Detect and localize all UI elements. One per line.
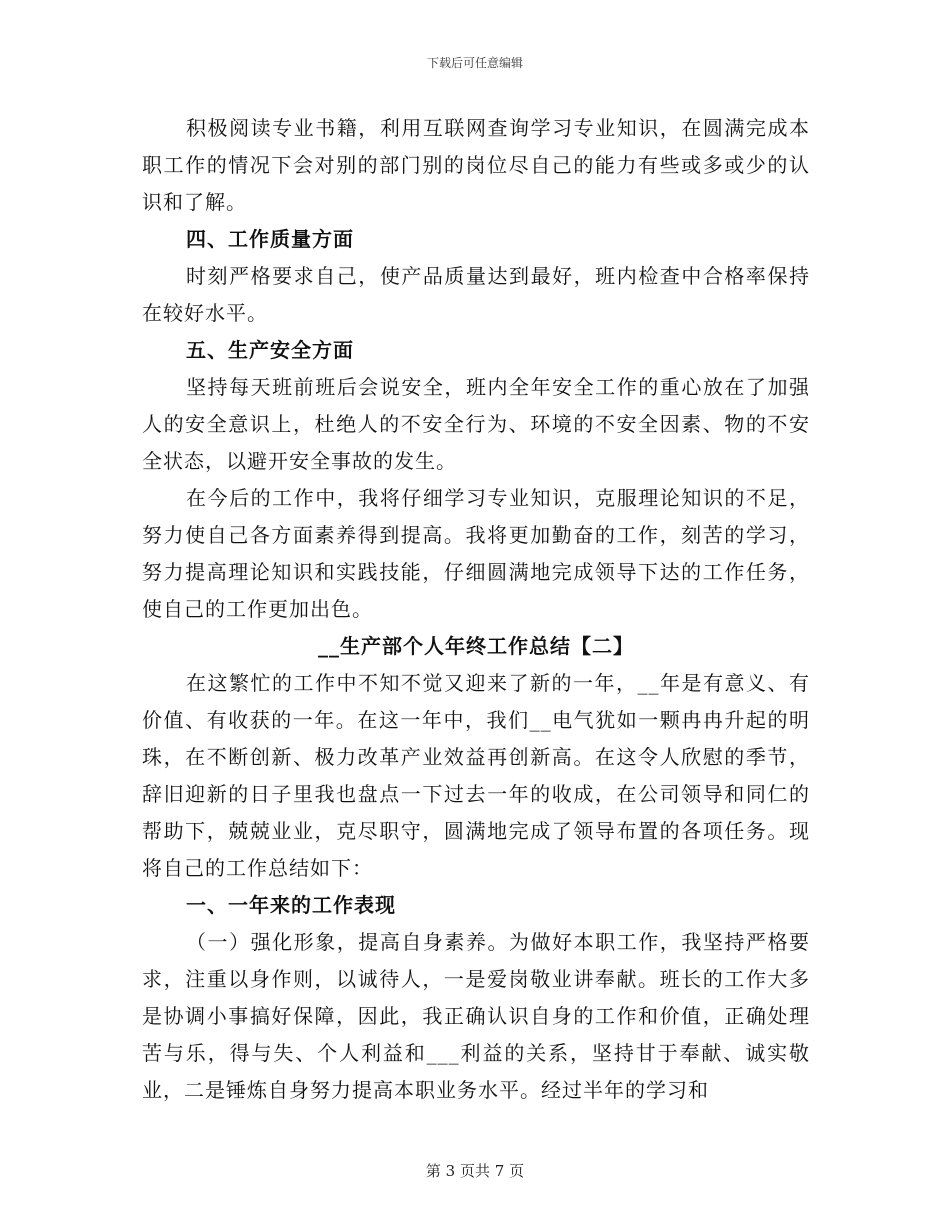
paragraph: 积极阅读专业书籍，利用互联网查询学习专业知识，在圆满完成本职工作的情况下会对别的部门别的岗位尽自己的能力有些或多或少的认识和了解。: [142, 116, 810, 214]
document-body: [142, 110, 810, 1109]
paragraph: （一）强化形象，提高自身素养。为做好本职工作，我坚持严格要求，注重以身作则，以诚待人，一是爱岗敬业讲奉献。班长的工作大多是协调小事搞好保障，因此，我正确认识自身的工作和价值，正确处理苦与乐，得与失、个人利益和___利益的关系，坚持甘于奉献、诚实敬业，二是锤炼自身努力提高本职业务水平。经过半年的学习和: [142, 930, 810, 1102]
section-heading-production-safety: 五、生产安全方面: [186, 338, 354, 362]
paragraph: 坚持每天班前班后会说安全，班内全年安全工作的重心放在了加强人的安全意识上，杜绝人的不安全行为、环境的不安全因素、物的不安全状态，以避开安全事故的发生。: [142, 375, 810, 473]
section-heading-work-performance: 一、一年来的工作表现: [186, 893, 396, 917]
paragraph: 在今后的工作中，我将仔细学习专业知识，克服理论知识的不足，努力使自己各方面素养得到提高。我将更加勤奋的工作，刻苦的学习，努力提高理论知识和实践技能，仔细圆满地完成领导下达的工作任务，使自己的工作更加出色。: [142, 486, 810, 621]
document-title: __生产部个人年终工作总结【二】: [318, 634, 634, 658]
page-header: 下载后可任意编辑: [426, 56, 523, 70]
page-number: 第 3 页共 7 页: [425, 1162, 525, 1180]
paragraph: 在这繁忙的工作中不知不觉又迎来了新的一年，__年是有意义、有价值、有收获的一年。在这一年中，我们__电气犹如一颗冉冉升起的明珠，在不断创新、极力改革产业效益再创新高。在这令人欣慰的季节，辞旧迎新的日子里我也盘点一下过去一年的收成，在公司领导和同仁的帮助下，兢兢业业，克尽职守，圆满地完成了领导布置的各项任务。现将自己的工作总结如下：: [142, 671, 810, 880]
section-heading-work-quality: 四、工作质量方面: [186, 227, 354, 251]
paragraph: 时刻严格要求自己，使产品质量达到最好，班内检查中合格率保持在较好水平。: [142, 264, 810, 325]
